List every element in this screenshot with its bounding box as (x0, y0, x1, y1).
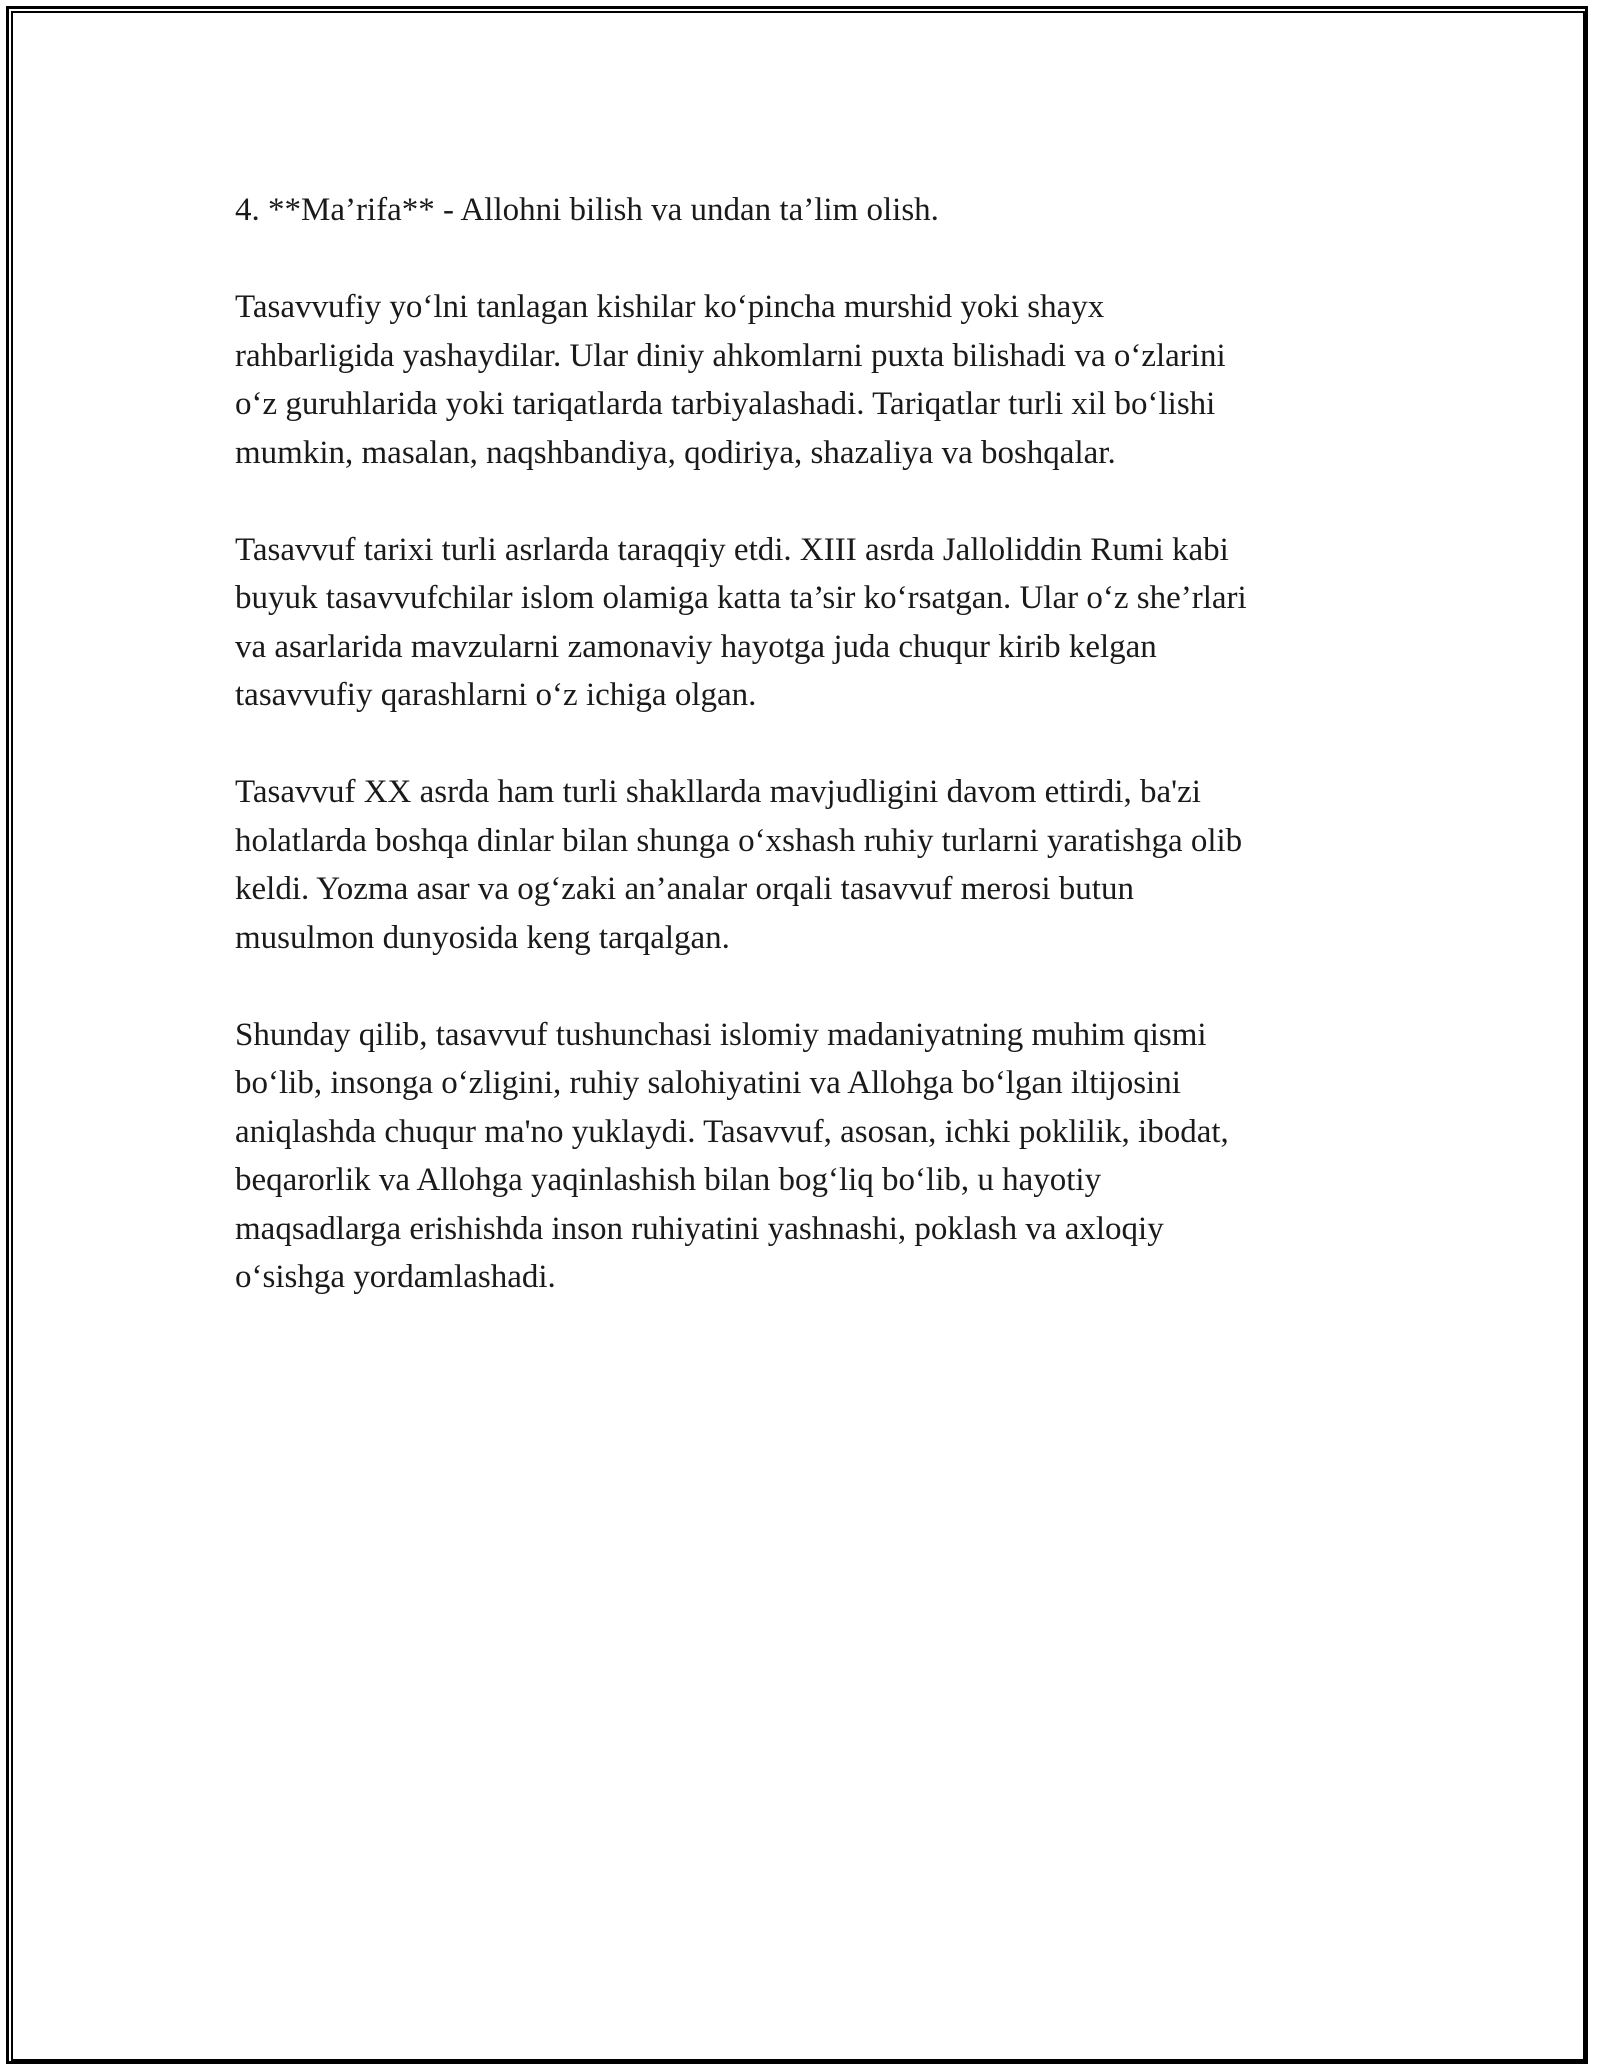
text-line: tasavvufiy qarashlarni o‘z ichiga olgan. (235, 677, 757, 713)
text-line: mumkin, masalan, naqshbandiya, qodiriya, shazaliya va boshqalar. (235, 434, 1116, 471)
text-line: musulmon dunyosida keng tarqalgan. (235, 919, 730, 956)
paragraph-tasavvuf-tarixi (235, 526, 1375, 720)
text-line: 4. **Ma’rifa** - Allohni bilish va undan ta’lim olish. (235, 192, 939, 228)
text-line: Tasavvuf tarixi turli asrlarda taraqqiy etdi. XIII asrda Jalloliddin Rumi kabi (235, 531, 1229, 568)
text-line: beqarorlik va Allohga yaqinlashish bilan bog‘liq bo‘lib, u hayotiy (235, 1162, 1102, 1198)
text-line: maqsadlarga erishishda inson ruhiyatini yashnashi, poklash va axloqiy (235, 1210, 1164, 1247)
text-line: o‘z guruhlarida yoki tariqatlarda tarbiyalashadi. Tariqatlar turli xil bo‘lishi (235, 386, 1216, 422)
text-line: buyuk tasavvufchilar islom olamiga katta ta’sir ko‘rsatgan. Ular o‘z she’rlari (235, 580, 1247, 616)
paragraph-tasavvufiy-yol (235, 283, 1375, 477)
paragraph-marifa (235, 186, 1375, 235)
document-body (235, 186, 1375, 1302)
text-line: rahbarligida yashaydilar. Ular diniy ahkomlarni puxta bilishadi va o‘zlarini (235, 337, 1226, 374)
text-line: keldi. Yozma asar va og‘zaki an’analar orqali tasavvuf merosi butun (235, 871, 1134, 907)
text-line: Tasavvuf XX asrda ham turli shakllarda mavjudligini davom ettirdi, ba'zi (235, 774, 1201, 810)
text-line: holatlarda boshqa dinlar bilan shunga o‘xshash ruhiy turlarni yaratishga olib (235, 822, 1243, 859)
paragraph-xx-asr (235, 768, 1375, 962)
text-line: aniqlashda chuqur ma'no yuklaydi. Tasavvuf, asosan, ichki poklilik, ibodat, (235, 1113, 1229, 1150)
paragraph-conclusion (235, 1011, 1375, 1302)
text-line: o‘sishga yordamlashadi. (235, 1259, 556, 1295)
text-line: va asarlarida mavzularni zamonaviy hayotga juda chuqur kirib kelgan (235, 628, 1157, 665)
text-line: bo‘lib, insonga o‘zligini, ruhiy salohiyatini va Allohga bo‘lgan iltijosini (235, 1065, 1181, 1101)
text-line: Tasavvufiy yo‘lni tanlagan kishilar ko‘pincha murshid yoki shayx (235, 289, 1105, 325)
text-line: Shunday qilib, tasavvuf tushunchasi islomiy madaniyatning muhim qismi (235, 1016, 1207, 1053)
